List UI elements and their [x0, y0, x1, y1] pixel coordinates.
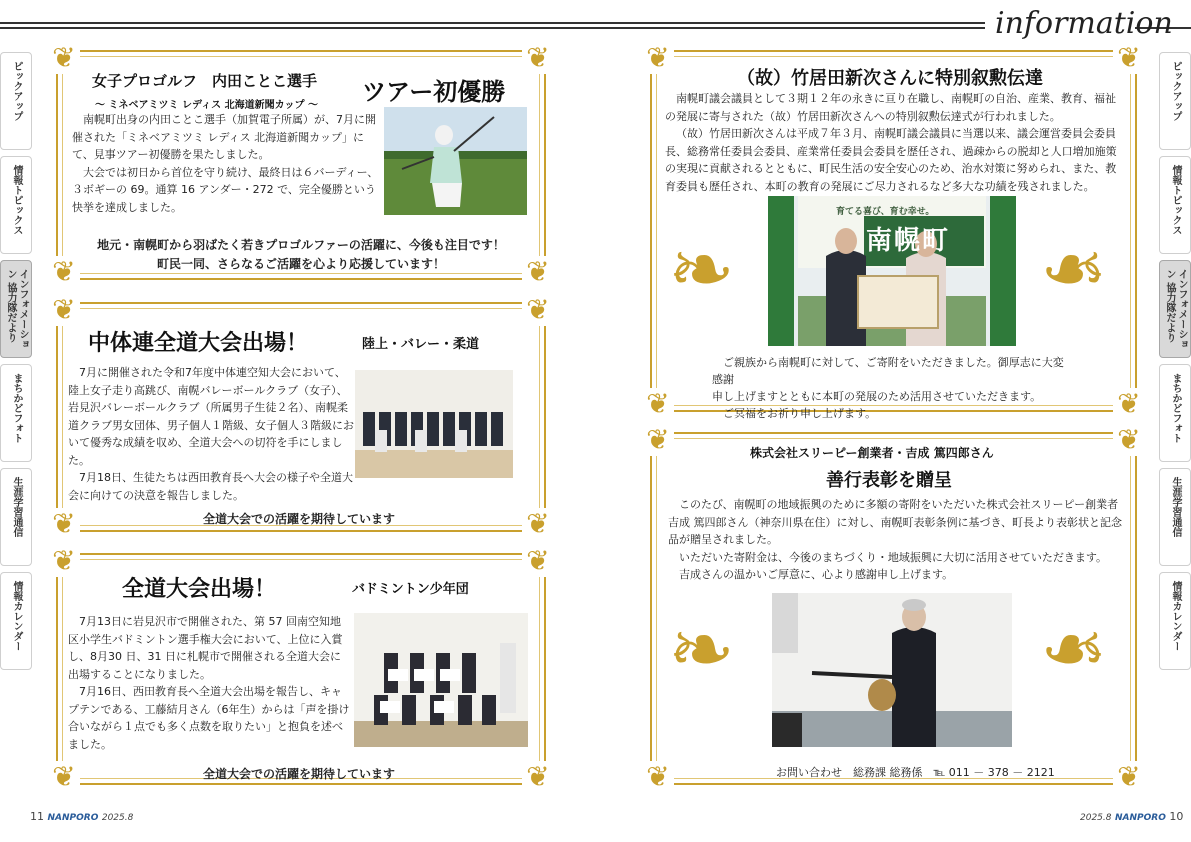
ornament-corner-icon: ❦: [1113, 424, 1145, 456]
chutairen-closing: 全道大会での活躍を期待しています: [203, 512, 396, 526]
ornament-corner-icon: ❦: [1113, 388, 1145, 420]
tab-information[interactable]: インフォメーション 協力隊だより: [0, 260, 32, 358]
chutairen-title: 中体連全道大会出場！: [88, 330, 309, 356]
chutairen-group-photo: [355, 370, 513, 478]
tab-topics[interactable]: 情報トピックス: [1159, 156, 1191, 254]
section-title: information: [995, 6, 1173, 41]
badminton-closing: 全道大会での活躍を期待しています: [203, 767, 396, 781]
right-page-footer: [1080, 810, 1183, 823]
badminton-body: 7月13日に岩見沢市で開催された、第 57 回南空知地区小学生バドミントン選手権大会において、上位に入賞し、8月30 日、31 日に札幌市で開催される全道大会に出場することになりました。 7月16日、西田教育長へ全道大会出場を報告し、キャプテンである、工藤結月さん（6年生）からは「声を掛け合いながら１点でも多く点数を取りたい」と抱負を述べました。: [68, 615, 350, 751]
sleepy-title-small: 株式会社スリーピー創業者・吉成 篤四郎さん: [750, 446, 994, 460]
golf-title: 女子プロゴルフ 内田ことこ選手: [92, 72, 318, 90]
ornament-corner-icon: ❦: [522, 256, 554, 288]
header-rule-top: [0, 22, 985, 24]
tab-machikado-photo[interactable]: まちかどフォト: [1159, 364, 1191, 462]
tab-pickup[interactable]: ピックアップ: [0, 52, 32, 150]
phoenix-ornament-icon: ❧: [668, 223, 736, 316]
takeida-banner-town: 南幌町: [866, 226, 951, 256]
tab-lifelong-learning[interactable]: 生涯学習通信: [1159, 468, 1191, 566]
golf-subtitle: ～ ミネベアミツミ レディス 北海道新聞カップ ～: [95, 100, 319, 111]
brand-logo: NANPORO: [1115, 813, 1166, 823]
takeida-title: （故）竹居田新次さんに特別叙勲伝達: [737, 68, 1043, 89]
issue-date: 2025.8: [1080, 813, 1112, 823]
golf-headline: ツアー初優勝: [362, 77, 506, 106]
takeida-caption: ご親族から南幌町に対して、ご寄附をいただきました。御厚志に大変感謝 申し上げますとともに本町の発展のため活用させていただきます。 ご冥福をお祈り申し上げます。: [712, 356, 1064, 420]
phoenix-ornament-icon: ❧: [1040, 223, 1108, 316]
phoenix-ornament-icon: ❧: [668, 603, 736, 696]
ornament-corner-icon: ❦: [1113, 42, 1145, 74]
phoenix-ornament-icon: ❧: [1040, 603, 1108, 696]
ornament-corner-icon: ❦: [522, 42, 554, 74]
chutairen-sub: 陸上・バレー・柔道: [362, 337, 480, 352]
ornament-corner-icon: ❦: [48, 545, 80, 577]
badminton-sub: バドミントン少年団: [352, 582, 469, 597]
page-number: 10: [1169, 810, 1184, 823]
takeida-banner-slogan: 育てる喜び、育む幸せ。: [836, 207, 935, 217]
ornament-corner-icon: ❦: [642, 761, 674, 793]
takeida-ceremony-photo: [768, 196, 1016, 346]
sleepy-contact: お問い合わせ 総務課 総務係 ℡ 011 － 378 － 2121: [776, 766, 1055, 779]
ornament-corner-icon: ❦: [48, 294, 80, 326]
golf-body: 南幌町出身の内田ことこ選手（加賀電子所属）が、7月に開催された「ミネベアミツミ レディス 北海道新聞カップ」にて、見事ツアー初優勝を果たしました。 大会では初日から首位を守り続け、最終日は６バーディー、３ボギーの 69。通算 16 アンダー・272 で、完全優勝という快挙を達成しました。: [72, 113, 379, 214]
ornament-corner-icon: ❦: [48, 42, 80, 74]
tab-calendar[interactable]: 情報カレンダー: [0, 572, 32, 670]
issue-date: 2025.8: [101, 813, 134, 823]
left-page-footer: [30, 810, 133, 823]
page-number: 11: [30, 810, 44, 823]
tab-pickup[interactable]: ピックアップ: [1159, 52, 1191, 150]
sleepy-body: このたび、南幌町の地域振興のために多額の寄附をいただいた株式会社スリーピー創業者吉成 篤四郎さん（神奈川県在住）に対し、南幌町表彰条例に基づき、町長より表彰状と記念品が贈呈されました。 いただいた寄附金は、今後のまちづくり・地域振興に大切に活用させていただきます。 吉成さんの温かいご厚意に、心より感謝申し上げます。: [668, 498, 1123, 581]
tab-topics[interactable]: 情報トピックス: [0, 156, 32, 254]
ornament-corner-icon: ❦: [642, 42, 674, 74]
ornament-corner-icon: ❦: [48, 761, 80, 793]
ornament-corner-icon: ❦: [522, 508, 554, 540]
golf-closing: 地元・南幌町から羽ばたく若きプロゴルファーの活躍に、今後も注目です！ 町民一同、さらなるご活躍を心より応援しています！: [97, 238, 505, 271]
golfer-photo: [384, 107, 527, 215]
tab-information[interactable]: インフォメーション 協力隊だより: [1159, 260, 1191, 358]
ornament-corner-icon: ❦: [48, 256, 80, 288]
tab-machikado-photo[interactable]: まちかどフォト: [0, 364, 32, 462]
badminton-group-photo: [354, 613, 528, 747]
tab-lifelong-learning[interactable]: 生涯学習通信: [0, 468, 32, 566]
ornament-corner-icon: ❦: [522, 294, 554, 326]
ornament-corner-icon: ❦: [48, 508, 80, 540]
header-rule-bottom: [0, 27, 985, 29]
sleepy-title: 善行表彰を贈呈: [826, 470, 952, 491]
brand-logo: NANPORO: [47, 813, 99, 823]
ornament-corner-icon: ❦: [642, 388, 674, 420]
tab-calendar[interactable]: 情報カレンダー: [1159, 572, 1191, 670]
ornament-corner-icon: ❦: [1113, 761, 1145, 793]
ornament-corner-icon: ❦: [522, 761, 554, 793]
badminton-title: 全道大会出場！: [122, 576, 277, 602]
ornament-corner-icon: ❦: [522, 545, 554, 577]
sleepy-award-photo: [772, 593, 1012, 747]
chutairen-body: 7月に開催された令和7年度中体連空知大会において、陸上女子走り高跳び、南幌バレーボールクラブ（女子）、岩見沢バレーボールクラブ（所属男子生徒２名）、南幌柔道クラブ男女団体、男子個人１階級、女子個人３階級において優秀な成績を収め、全道大会への切符を手にしました。 7月18日、生徒たちは西田教育長へ大会の様子や全道大会に向けての決意を報告しました。: [68, 366, 354, 502]
ornament-corner-icon: ❦: [642, 424, 674, 456]
takeida-body: 南幌町議会議員として３期１２年の永きに亘り在職し、南幌町の自治、産業、教育、福祉の発展に寄与された（故）竹居田新次さんへの特別叙勲伝達式が行われました。 （故）竹居田新次さんは平成７年３月、南幌町議会議員に当選以来、議会運営委員会委員長、総務常任委員会委員、産業常任委員会委員を歴任され、過疎からの脱却と人口増加施策の実現に貢献されるとともに、町民生活の安全安心のため、治水対策に努められ、また、教育委員も歴任され、本町の教育の発展にご尽力されるなど多大な功績を残されました。: [665, 92, 1117, 193]
